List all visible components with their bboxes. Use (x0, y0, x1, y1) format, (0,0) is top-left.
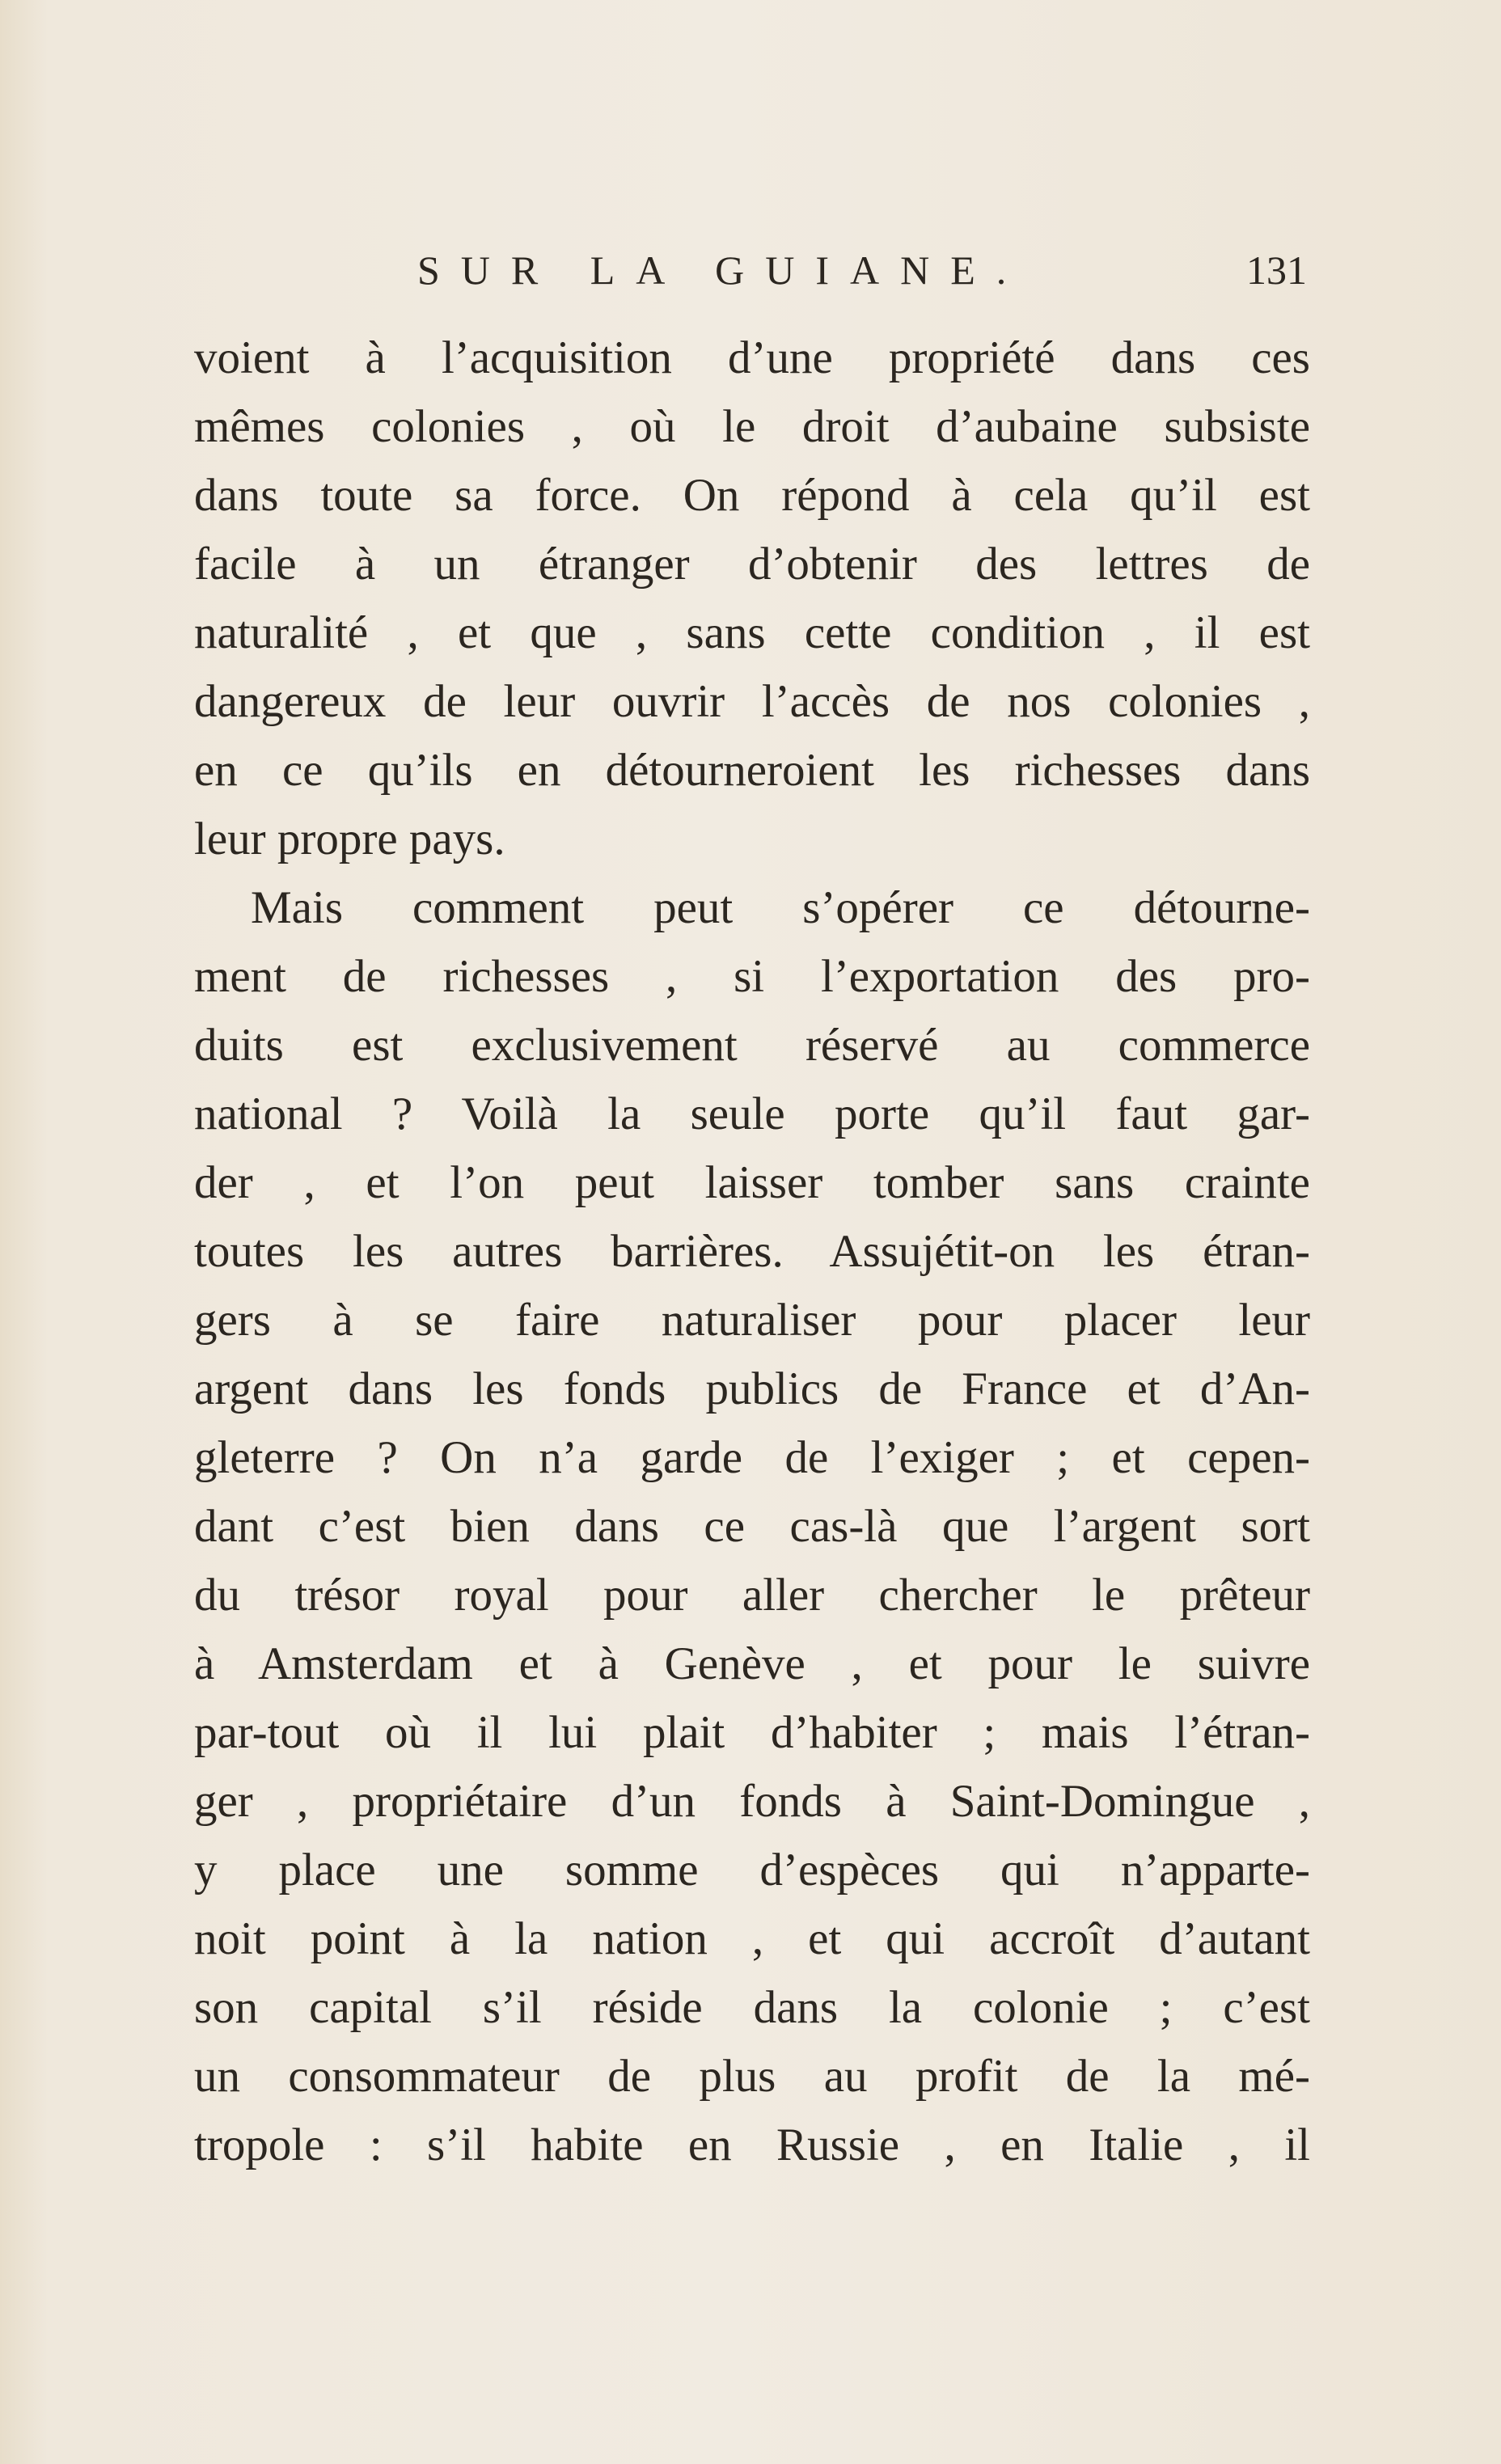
text-line: dangereux de leur ouvrir l’accès de nos colonies , (194, 676, 1310, 727)
text-line: leur propre pays. (194, 814, 505, 864)
text-line: noit point à la nation , et qui accroît d’autant (194, 1913, 1310, 1964)
text-line: dant c’est bien dans ce cas-là que l’argent sort (194, 1501, 1310, 1552)
text-line: mêmes colonies , où le droit d’aubaine subsiste (194, 401, 1310, 452)
text-line: toutes les autres barrières. Assujétit-on les étran- (194, 1226, 1310, 1277)
text-line: dans toute sa force. On répond à cela qu’il est (194, 470, 1310, 521)
text-line: ment de richesses , si l’exportation des pro- (194, 951, 1310, 1002)
paragraph-start-line: Mais comment peut s’opérer ce détourne- (251, 882, 1310, 933)
text-line: y place une somme d’espèces qui n’apparte- (194, 1845, 1310, 1896)
text-line: à Amsterdam et à Genève , et pour le suivre (194, 1638, 1310, 1689)
text-line: du trésor royal pour aller chercher le prêteur (194, 1570, 1310, 1621)
page-number: 131 (1246, 247, 1307, 293)
page-header (417, 247, 1307, 311)
text-line: par-tout où il lui plait d’habiter ; mais l’étran- (194, 1707, 1310, 1758)
running-title: SUR LA GUIANE. (417, 247, 1028, 293)
text-line: tropole : s’il habite en Russie , en Italie , il (194, 2120, 1310, 2170)
text-line: duits est exclusivement réservé au commerce (194, 1020, 1310, 1071)
text-line: ger , propriétaire d’un fonds à Saint-Domingue , (194, 1776, 1310, 1827)
text-line: facile à un étranger d’obtenir des lettres de (194, 539, 1310, 590)
text-line: gleterre ? On n’a garde de l’exiger ; et cepen- (194, 1432, 1310, 1483)
text-line: argent dans les fonds publics de France et d’An- (194, 1363, 1310, 1414)
body-text (194, 323, 1310, 2179)
text-line: der , et l’on peut laisser tomber sans crainte (194, 1157, 1310, 1208)
text-line: gers à se faire naturaliser pour placer leur (194, 1295, 1310, 1346)
text-line: un consommateur de plus au profit de la mé- (194, 2051, 1310, 2102)
text-line: son capital s’il réside dans la colonie ; c’est (194, 1982, 1310, 2033)
text-line: national ? Voilà la seule porte qu’il faut gar- (194, 1088, 1310, 1139)
text-line: en ce qu’ils en détourneroient les richesses dans (194, 745, 1310, 796)
text-line: voient à l’acquisition d’une propriété dans ces (194, 332, 1310, 383)
text-line: naturalité , et que , sans cette condition , il est (194, 607, 1310, 658)
